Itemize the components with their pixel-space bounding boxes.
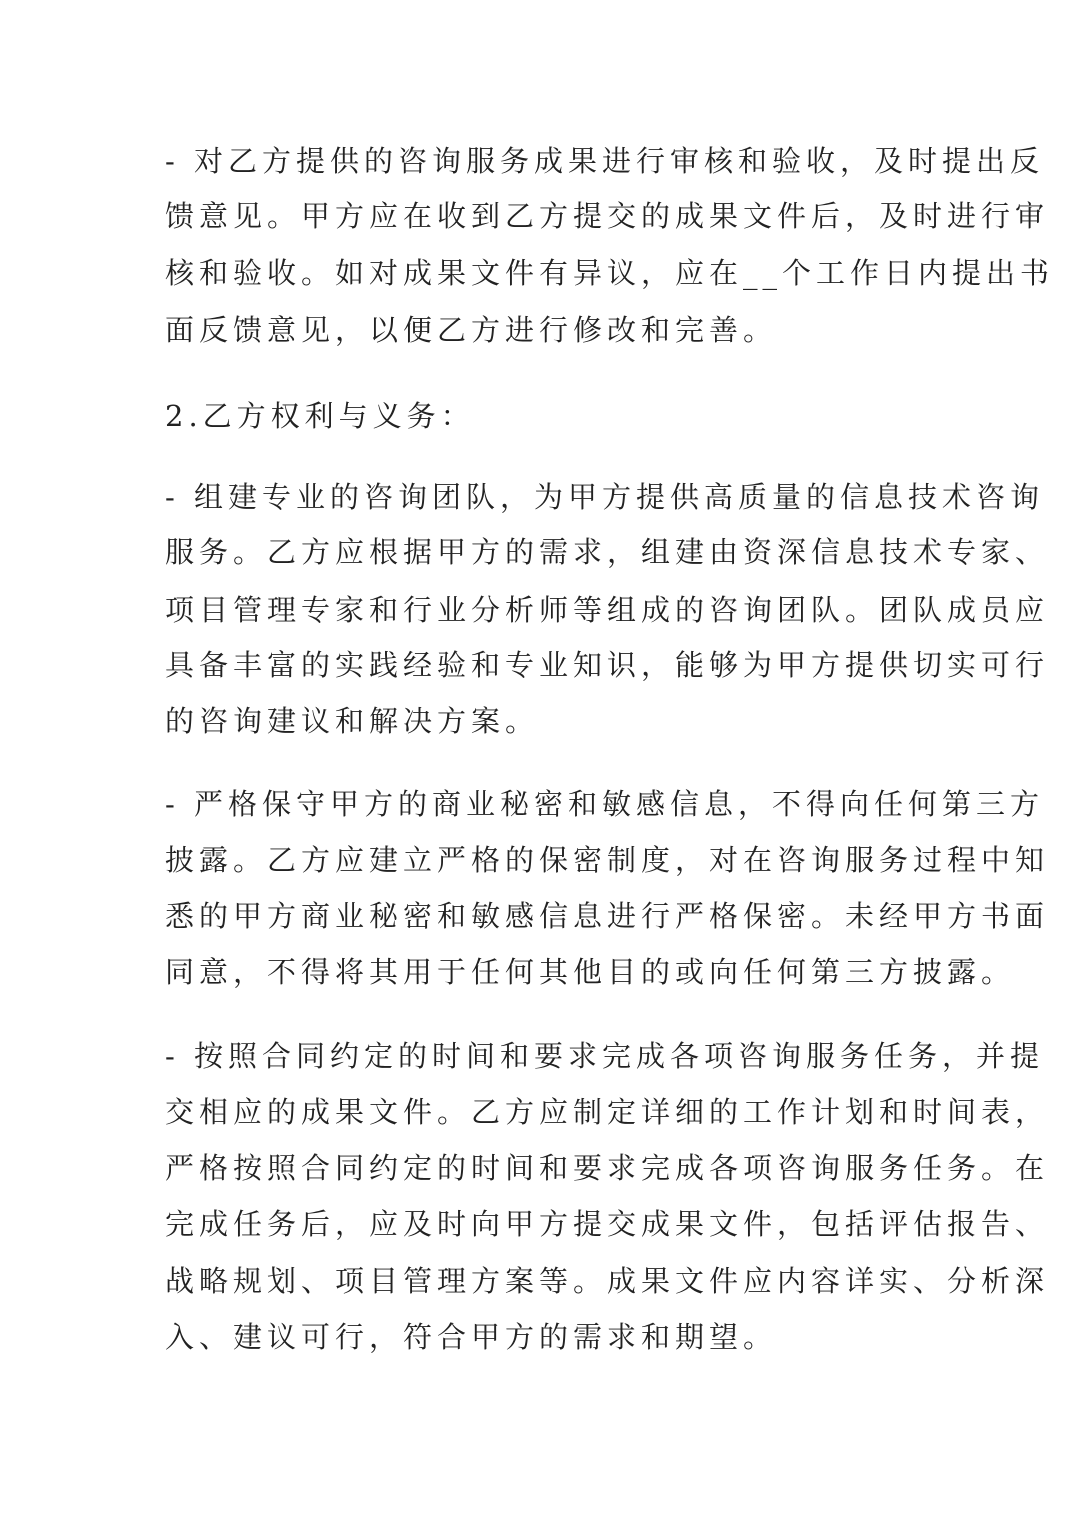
text-line: - 对乙方提供的咨询服务成果进行审核和验收，及时提出反 xyxy=(165,144,1045,178)
text-line: 的咨询建议和解决方案。 xyxy=(165,704,540,738)
text-line: 核和验收。如对成果文件有异议，应在__个工作日内提出书 xyxy=(165,256,1055,290)
text-line: 面反馈意见，以便乙方进行修改和完善。 xyxy=(165,313,778,347)
text-line: 服务。乙方应根据甲方的需求，组建由资深信息技术专家、 xyxy=(165,535,1050,569)
text-line: 战略规划、项目管理方案等。成果文件应内容详实、分析深 xyxy=(165,1264,1050,1298)
text-line: 馈意见。甲方应在收到乙方提交的成果文件后，及时进行审 xyxy=(165,199,1050,233)
text-line: 具备丰富的实践经验和专业知识，能够为甲方提供切实可行 xyxy=(165,648,1050,682)
text-line: 严格按照合同约定的时间和要求完成各项咨询服务任务。在 xyxy=(165,1151,1050,1185)
text-line: 披露。乙方应建立严格的保密制度，对在咨询服务过程中知 xyxy=(165,843,1050,877)
text-line: - 组建专业的咨询团队，为甲方提供高质量的信息技术咨询 xyxy=(165,480,1045,514)
text-line: - 严格保守甲方的商业秘密和敏感信息，不得向任何第三方 xyxy=(165,787,1045,821)
text-line: 完成任务后，应及时向甲方提交成果文件，包括评估报告、 xyxy=(165,1207,1050,1241)
text-line: 入、建议可行，符合甲方的需求和期望。 xyxy=(165,1320,778,1354)
text-line: 悉的甲方商业秘密和敏感信息进行严格保密。未经甲方书面 xyxy=(165,899,1050,933)
text-line: 同意，不得将其用于任何其他目的或向任何第三方披露。 xyxy=(165,955,1016,989)
text-line: 交相应的成果文件。乙方应制定详细的工作计划和时间表， xyxy=(165,1095,1050,1129)
text-line: - 按照合同约定的时间和要求完成各项咨询服务任务，并提 xyxy=(165,1039,1045,1073)
section-heading: 2.乙方权利与义务： xyxy=(165,399,475,433)
text-line: 项目管理专家和行业分析师等组成的咨询团队。团队成员应 xyxy=(165,593,1050,627)
